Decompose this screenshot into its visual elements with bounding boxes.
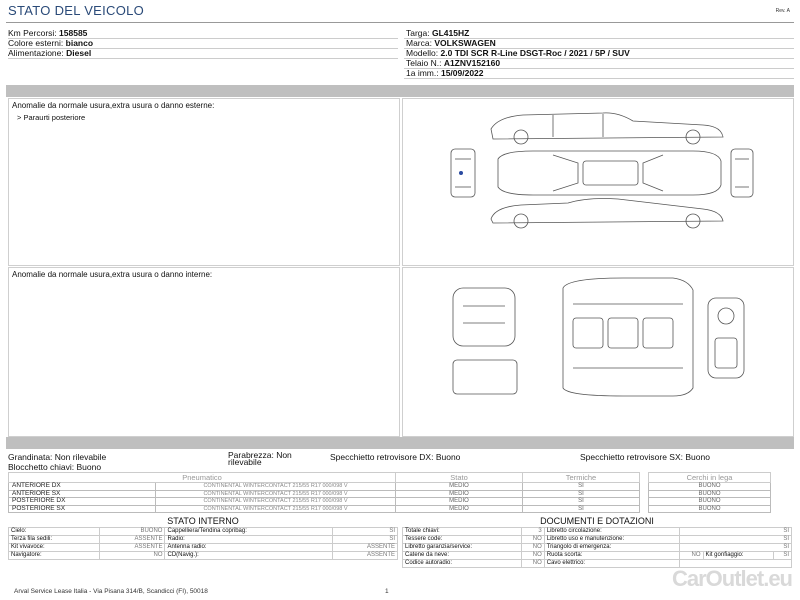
km-value: 158585 bbox=[59, 28, 88, 38]
reg-row bbox=[406, 68, 630, 78]
divider bbox=[404, 68, 794, 69]
tyres-table bbox=[8, 472, 771, 513]
spacer bbox=[640, 483, 649, 491]
table-row bbox=[9, 552, 398, 560]
internal-damage-title: Anomalie da normale usura,extra usura o danno interne: bbox=[12, 270, 213, 279]
label: Ruota scorta: bbox=[544, 552, 680, 560]
value: BUONO bbox=[100, 528, 165, 536]
fuel-value: Diesel bbox=[66, 48, 92, 58]
label: Cielo: bbox=[9, 528, 100, 536]
external-damage-panel bbox=[8, 98, 400, 266]
table-row bbox=[9, 498, 771, 506]
plate-row bbox=[406, 28, 630, 38]
table-row bbox=[9, 505, 771, 513]
internal-diagram-panel bbox=[402, 267, 794, 437]
tyres-header-row bbox=[9, 473, 771, 483]
value: NO bbox=[100, 552, 165, 560]
reg-value: 15/09/2022 bbox=[440, 68, 484, 78]
spacer bbox=[640, 498, 649, 506]
car-exterior-diagram bbox=[403, 99, 793, 265]
tyre-termiche: SI bbox=[523, 505, 640, 513]
value: SI bbox=[680, 528, 792, 536]
value: SI bbox=[680, 536, 792, 544]
table-row bbox=[9, 528, 398, 536]
external-damage-item: > Paraurti posteriore bbox=[17, 113, 86, 122]
header-termiche: Termiche bbox=[523, 473, 640, 483]
value: ASSENTE bbox=[332, 544, 397, 552]
tyre-pos: POSTERIORE DX bbox=[9, 498, 156, 506]
tyre-termiche: SI bbox=[523, 490, 640, 498]
label: Libretto circolazione: bbox=[544, 528, 680, 536]
table-row bbox=[403, 536, 792, 544]
plate-value: GL415HZ bbox=[432, 28, 470, 38]
tyre-stato: MEDIO bbox=[396, 505, 523, 513]
value: NO bbox=[521, 560, 544, 568]
tyre-stato: MEDIO bbox=[396, 498, 523, 506]
divider bbox=[8, 38, 398, 39]
km-row bbox=[8, 28, 93, 38]
model-value: 2.0 TDI SCR R-Line DSGT-Roc / 2021 / 5P / SUV bbox=[440, 48, 630, 58]
internal-damage-panel bbox=[8, 267, 400, 437]
value: SI bbox=[332, 536, 397, 544]
stato-interno-table bbox=[8, 527, 398, 560]
vin-value: A1ZNV152160 bbox=[443, 58, 501, 68]
table-row bbox=[9, 536, 398, 544]
car-side-top bbox=[491, 113, 723, 139]
label: Navigatore: bbox=[9, 552, 100, 560]
label: Cappelliera/Tendina copribag: bbox=[165, 528, 332, 536]
table-row bbox=[403, 552, 792, 560]
reg-label: 1a imm.: bbox=[406, 68, 439, 78]
table-row bbox=[9, 544, 398, 552]
front-seats bbox=[453, 288, 515, 346]
tyre-model: CONTINENTAL WINTERCONTACT 215/55 R17 000/098 V bbox=[156, 498, 396, 506]
divider bbox=[8, 58, 398, 59]
label: Antenna radio: bbox=[165, 544, 332, 552]
header-cerchi: Cerchi in lega bbox=[649, 473, 771, 483]
table-row bbox=[9, 483, 771, 491]
label: Libretto uso e manutenzione: bbox=[544, 536, 680, 544]
label: Totale chiavi: bbox=[403, 528, 522, 536]
tyre-termiche: SI bbox=[523, 498, 640, 506]
km-label: Km Percorsi: bbox=[8, 28, 57, 38]
label: Libretto garanzia/service: bbox=[403, 544, 522, 552]
table-row bbox=[9, 490, 771, 498]
header-divider bbox=[6, 22, 794, 23]
divider bbox=[404, 38, 794, 39]
tyre-model: CONTINENTAL WINTERCONTACT 215/55 R17 000/098 V bbox=[156, 490, 396, 498]
brand-label: Marca: bbox=[406, 38, 432, 48]
plate-label: Targa: bbox=[406, 28, 430, 38]
tyre-model: CONTINENTAL WINTERCONTACT 215/55 R17 000/098 V bbox=[156, 483, 396, 491]
vehicle-info-left bbox=[8, 28, 93, 58]
specchio-sx: Specchietto retrovisore SX: Buono bbox=[580, 452, 710, 462]
rear-seats bbox=[453, 360, 517, 394]
tyre-cerchi: BUONO bbox=[649, 498, 771, 506]
label: Catene da neve: bbox=[403, 552, 522, 560]
brand-value: VOLKSWAGEN bbox=[434, 38, 496, 48]
label: CD(Navig.): bbox=[165, 552, 332, 560]
divider bbox=[404, 58, 794, 59]
value: SI bbox=[332, 528, 397, 536]
color-value: bianco bbox=[65, 38, 94, 48]
fuel-row bbox=[8, 48, 93, 58]
color-label: Colore esterni: bbox=[8, 38, 64, 48]
value: NO bbox=[521, 536, 544, 544]
tyre-stato: MEDIO bbox=[396, 490, 523, 498]
label: Cavo elettrico: bbox=[544, 560, 680, 568]
car-side-bottom bbox=[491, 199, 723, 224]
vehicle-info-right bbox=[406, 28, 630, 78]
fuel-label: Alimentazione: bbox=[8, 48, 64, 58]
value: NO bbox=[521, 552, 544, 560]
tyre-model: CONTINENTAL WINTERCONTACT 215/55 R17 000/098 V bbox=[156, 505, 396, 513]
divider bbox=[404, 78, 794, 79]
page-title: STATO DEL VEICOLO bbox=[8, 3, 145, 18]
vin-label: Telaio N.: bbox=[406, 58, 442, 68]
divider bbox=[8, 48, 398, 49]
external-damage-title: Anomalie da normale usura,extra usura o danno esterne: bbox=[12, 101, 215, 110]
label: Tessere code: bbox=[403, 536, 522, 544]
tyre-cerchi: BUONO bbox=[649, 505, 771, 513]
label: Kit gonfiaggio: bbox=[703, 552, 774, 560]
spacer bbox=[640, 490, 649, 498]
header-pneumatico: Pneumatico bbox=[9, 473, 396, 483]
external-diagram-panel bbox=[402, 98, 794, 266]
car-interior-diagram bbox=[403, 268, 793, 436]
tyre-termiche: SI bbox=[523, 483, 640, 491]
tyre-pos: ANTERIORE DX bbox=[9, 483, 156, 491]
value: ASSENTE bbox=[100, 544, 165, 552]
section-band bbox=[6, 85, 794, 97]
stato-interno-title: STATO INTERNO bbox=[167, 516, 239, 526]
brand-row bbox=[406, 38, 630, 48]
section-band bbox=[6, 437, 794, 449]
model-row bbox=[406, 48, 630, 58]
cabin bbox=[563, 278, 693, 396]
spacer bbox=[640, 505, 649, 513]
vin-row bbox=[406, 58, 630, 68]
grandinata: Grandinata: Non rilevabile bbox=[8, 452, 107, 462]
color-row bbox=[8, 38, 93, 48]
tyre-pos: POSTERIORE SX bbox=[9, 505, 156, 513]
value: SI bbox=[774, 552, 792, 560]
watermark-logo: CarOutlet.eu bbox=[671, 566, 792, 591]
parabrezza: Parabrezza: Non rilevabile bbox=[228, 450, 292, 467]
specchio-dx: Specchietto retrovisore DX: Buono bbox=[330, 452, 461, 462]
documenti-title: DOCUMENTI E DOTAZIONI bbox=[540, 516, 654, 526]
tyre-pos: ANTERIORE SX bbox=[9, 490, 156, 498]
model-label: Modello: bbox=[406, 48, 439, 58]
documenti-table bbox=[402, 527, 792, 568]
car-top bbox=[498, 151, 721, 195]
value: SI bbox=[680, 544, 792, 552]
table-row bbox=[403, 544, 792, 552]
header-stato: Stato bbox=[396, 473, 523, 483]
label: Kit vivavoce: bbox=[9, 544, 100, 552]
table-row bbox=[403, 528, 792, 536]
divider bbox=[404, 48, 794, 49]
label: Terza fila sedili: bbox=[9, 536, 100, 544]
blocchetto-chiavi: Blocchetto chiavi: Buono bbox=[8, 462, 102, 472]
tyre-cerchi: BUONO bbox=[649, 490, 771, 498]
value: NO bbox=[680, 552, 703, 560]
revision-label: Rev. A bbox=[775, 8, 790, 14]
value: ASSENTE bbox=[332, 552, 397, 560]
tyre-cerchi: BUONO bbox=[649, 483, 771, 491]
spacer bbox=[640, 473, 649, 483]
label: Radio: bbox=[165, 536, 332, 544]
tyre-stato: MEDIO bbox=[396, 483, 523, 491]
footer-company: Arval Service Lease Italia - Via Pisana 314/B, Scandicci (FI), 50018 bbox=[14, 588, 208, 595]
value: 3 bbox=[521, 528, 544, 536]
label: Codice autoradio: bbox=[403, 560, 522, 568]
value: NO bbox=[521, 544, 544, 552]
label: Triangolo di emergenza: bbox=[544, 544, 680, 552]
footer-page: 1 bbox=[385, 588, 389, 595]
value: ASSENTE bbox=[100, 536, 165, 544]
